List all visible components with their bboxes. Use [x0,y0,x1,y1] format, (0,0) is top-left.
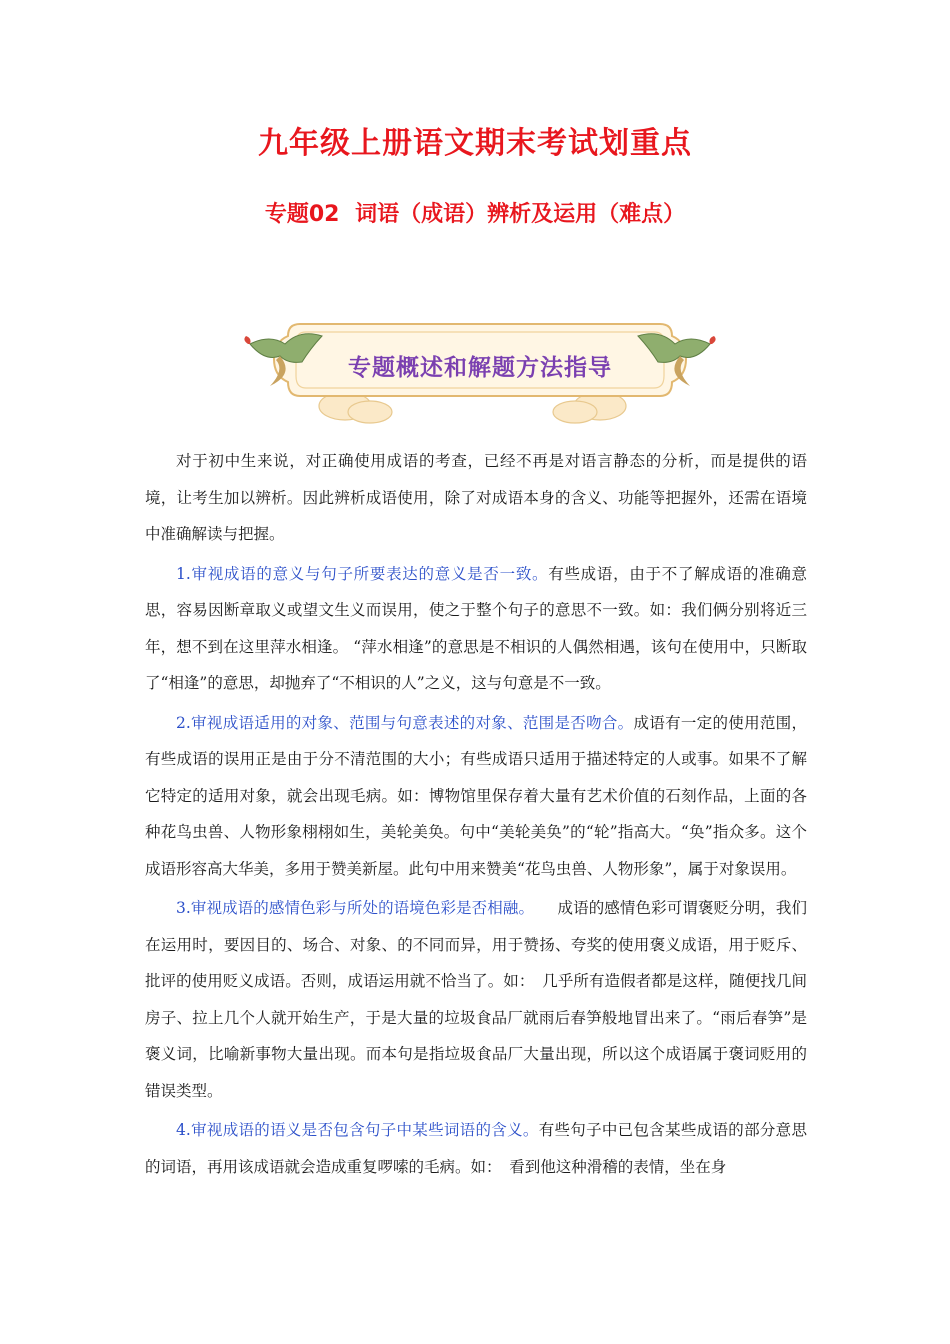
subtitle-topic: 专题02 [264,202,340,227]
point-body: 有些句子中已包含某些成语的部分意思的词语，再用该成语就会造成重复啰嗦的毛病。如： 看到他这种滑稽的表情，坐在身 [145,1121,807,1176]
document-title: 九年级上册语文期末考试划重点 [258,126,692,161]
banner-title: 专题概述和解题方法指导 [348,355,612,381]
point-body: 成语的感情色彩可谓褒贬分明，我们在运用时，要因目的、场合、对象、的不同而异，用于赞扬、夸奖的使用褒义成语，用于贬斥、批评的使用贬义成语。否则，成语运用就不恰当了。如： 几乎所有造假者都是这样，随便找几间房子、拉上几个人就开始生产，于是大量的垃圾食品厂就雨后春笋般地冒出来了。“雨后春笋”是褒义词，比喻新事物大量出现。而本句是指垃圾食品厂大量出现，所以这个成语属于褒词贬用的错误类型。 [145,899,807,1100]
point-paragraph [145,890,807,1109]
intro-paragraph: 对于初中生来说，对正确使用成语的考查，已经不再是对语言静态的分析，而是提供的语境，让考生加以辨析。因此辨析成语使用，除了对成语本身的含义、功能等把握外，还需在语境中准确解读与把握。 [145,452,807,543]
subtitle-name: 词语（成语）辨析及运用（难点） [355,202,686,227]
point-heading: 4.审视成语的语义是否包含句子中某些词语的含义。 [176,1121,539,1139]
document-subtitle [0,197,950,228]
document-body [145,443,807,1188]
point-paragraph [145,556,807,702]
point-paragraph [145,1112,807,1185]
point-body: 有些成语，由于不了解成语的准确意思，容易因断章取义或望文生义而误用，使之于整个句子的意思不一致。如：我们俩分别将近三年，想不到在这里萍水相逢。 “萍水相逢”的意思是不相识的人偶然相遇，该句在使用中，只断取了“相逢”的意思，却抛弃了“不相识的人”之义，这与句意是不一致。 [145,564,807,692]
point-heading: 2.审视成语适用的对象、范围与句意表述的对象、范围是否吻合。 [176,713,634,732]
point-body: 成语有一定的使用范围，有些成语的误用正是由于分不清范围的大小；有些成语只适用于描述特定的人或事。如果不了解它特定的适用对象，就会出现毛病。如：博物馆里保存着大量有艺术价值的石刻作品，上面的各种花鸟虫兽、人物形象栩栩如生，美轮美奂。句中“美轮美奂”的“轮”指高大。“奂”指众多。这个成语形容高大华美，多用于赞美新屋。此句中用来赞美“花鸟虫兽、人物形象”，属于对象误用。 [145,713,807,878]
point-paragraph [145,705,807,888]
point-heading: 1.审视成语的意义与句子所要表达的意义是否一致。 [176,564,549,583]
point-heading: 3.审视成语的感情色彩与所处的语境色彩是否相融。 [176,899,527,917]
